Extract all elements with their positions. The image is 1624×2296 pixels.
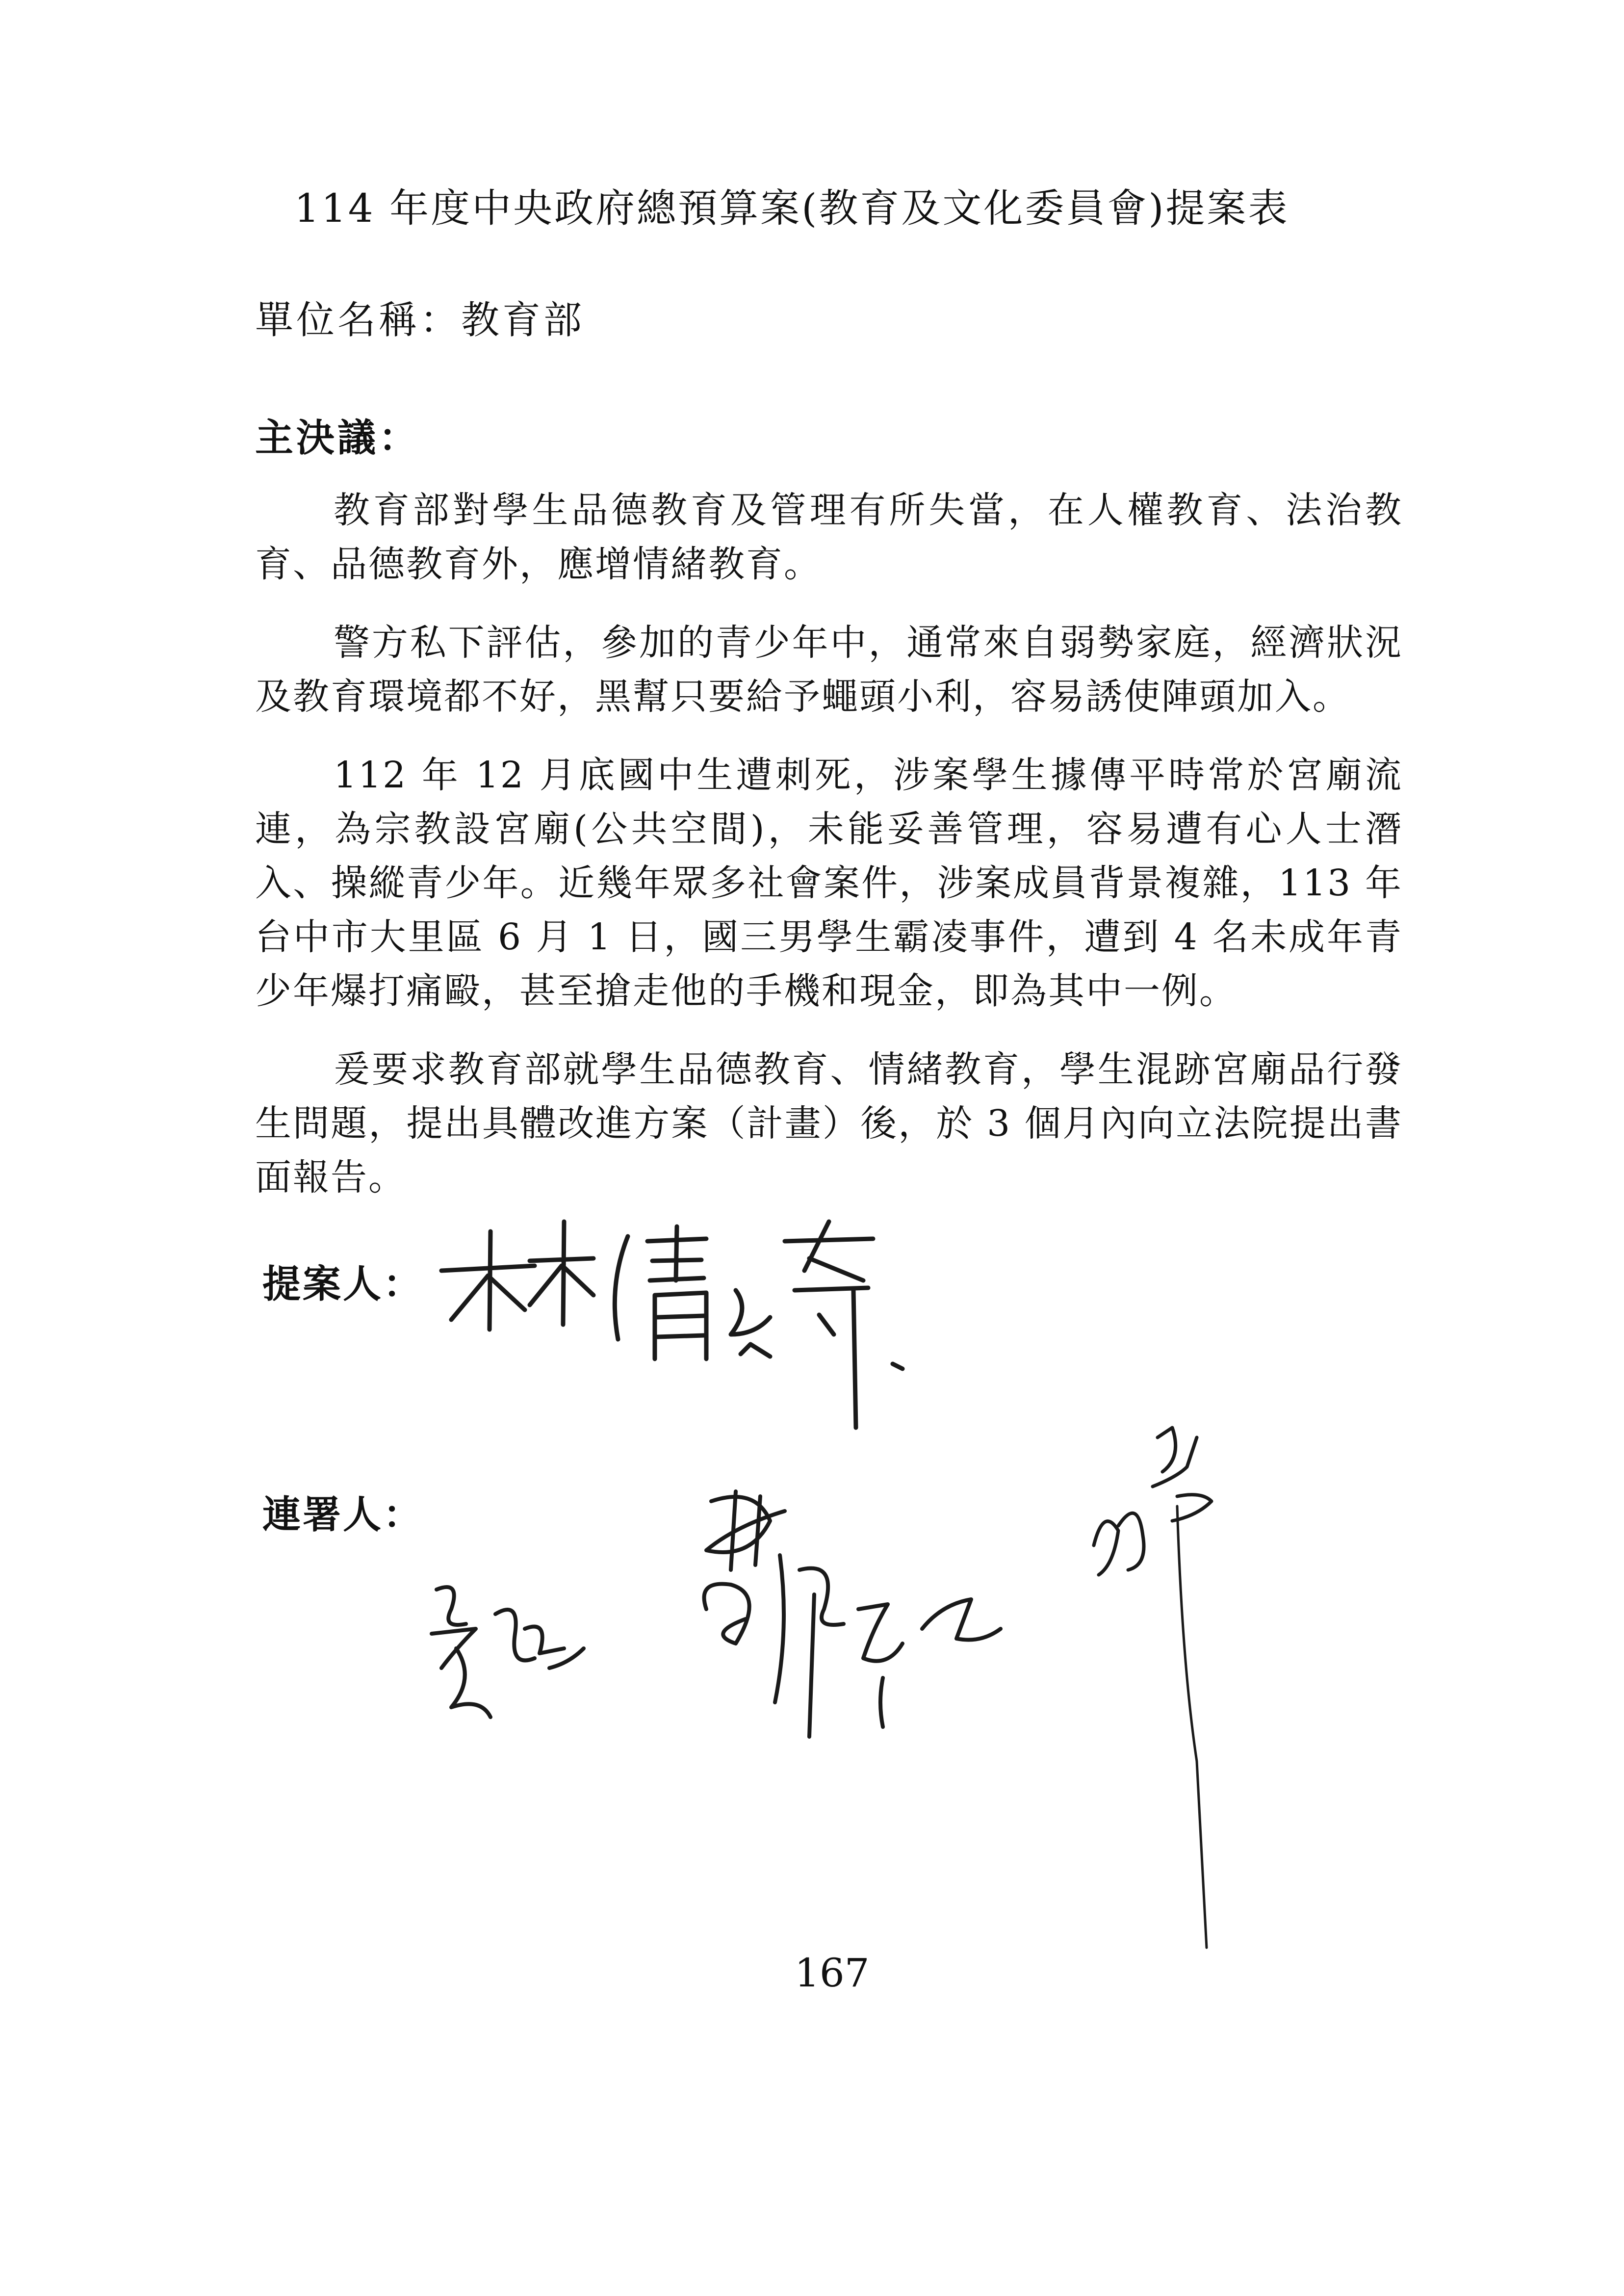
cosigner-signature-1: [422, 1570, 598, 1732]
paragraph-2: 警方私下評估，參加的青少年中，通常來自弱勢家庭，經濟狀況及教育環境都不好，黑幫只要給予蠅頭小利，容易誘使陣頭加入。: [255, 622, 1403, 718]
proposer-signature: [432, 1212, 932, 1447]
unit-label: 單位名稱：: [255, 298, 462, 342]
resolution-body: [255, 483, 1403, 1229]
page-number: 167: [795, 1950, 870, 1996]
proposer-label: 提案人：: [262, 1262, 424, 1306]
unit-line: [255, 289, 585, 344]
paragraph-1: 教育部對學生品德教育及管理有所失當，在人權教育、法治教育、品德教育外，應增情緒教育。: [255, 489, 1403, 585]
cosigner-signature-2: [677, 1482, 1010, 1796]
paragraph-3: 112 年 12 月底國中生遭刺死，涉案學生據傳平時常於宮廟流連，為宗教設宮廟(公共空間)，未能妥善管理，容易遭有心人士潛入、操縱青少年。近幾年眾多社會案件，涉案成員背景複雜，113 年台中市大里區 6 月 1 日，國三男學生霸凌事件，遭到 4 名未成年青少年爆打痛毆，甚至搶走他的手機和現金，即為其中一例。: [255, 754, 1403, 1012]
page-title: 114 年度中央政府總預算案(教育及文化委員會)提案表: [294, 185, 1289, 231]
unit-value: 教育部: [461, 298, 585, 342]
cosigner-signature-3: [1084, 1418, 1241, 1957]
resolution-heading: 主決議：: [255, 416, 420, 460]
cosigner-label: 連署人：: [262, 1492, 424, 1537]
paragraph-4: 爰要求教育部就學生品德教育、情緒教育，學生混跡宮廟品行發生問題，提出具體改進方案（計畫）後，於 3 個月內向立法院提出書面報告。: [255, 1048, 1403, 1199]
